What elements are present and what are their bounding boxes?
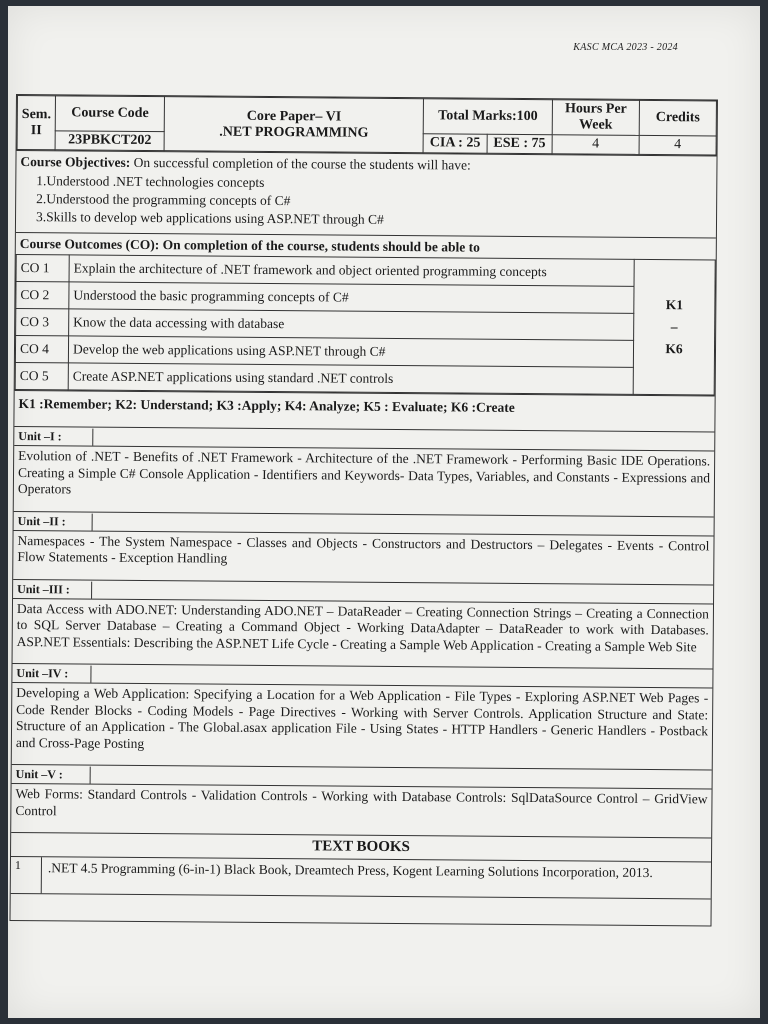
outcomes-table <box>15 254 716 395</box>
textbook-empty-row <box>11 893 711 925</box>
hours-label: Hours Per Week <box>552 100 639 136</box>
unit-text: Data Access with ADO.NET: Understanding ADO.NET – DataReader – Creating Connection Strings – Creating a Connection to SQL Server Database – Creating a Command Object - Working DataAdapter – DataReader to work with Databases. ASP.NET Essentials: Describing the ASP.NET Life Cycle - Creating a Sample Web Application - Creating a Sample Web Site <box>13 597 713 658</box>
co-text: Explain the architecture of .NET framework and object oriented programming concepts <box>69 255 634 286</box>
unit-label: Unit –V : <box>12 766 91 784</box>
ese-value: ESE : 75 <box>487 134 552 154</box>
course-code-label: Course Code <box>55 96 164 132</box>
co-id: CO 2 <box>16 282 69 309</box>
co-text: Create ASP.NET applications using standard .NET controls <box>68 363 633 394</box>
credits-label: Credits <box>639 100 716 136</box>
header-note: KASC MCA 2023 - 2024 <box>573 42 678 53</box>
unit-label: Unit –III : <box>13 580 92 598</box>
unit-label: Unit –II : <box>14 512 93 530</box>
co-text: Know the data accessing with database <box>69 309 634 340</box>
unit-label: Unit –I : <box>14 428 93 446</box>
course-code-value: 23PBKCT202 <box>55 131 164 151</box>
credits-value: 4 <box>639 135 716 155</box>
document-page <box>8 6 760 1018</box>
textbook-row <box>11 856 711 898</box>
co-id: CO 1 <box>16 255 69 282</box>
unit-block <box>11 764 711 827</box>
unit-text: Evolution of .NET - Benefits of .NET Framework - Architecture of the .NET Framework - Performing Basic IDE Operations. Creating a Simple C# Console Application - Identifiers and Keywords- Data Types, Variables, and Constants - Expressions and Operators <box>14 445 714 506</box>
k-bottom: K6 <box>665 341 683 357</box>
objective-item: 3.Skills to develop web applications using ASP.NET through C# <box>35 209 384 227</box>
sem-label: Sem. <box>21 106 52 122</box>
sem-value: II <box>30 122 42 138</box>
total-marks-label: Total Marks:100 <box>423 99 552 135</box>
paper-title: .NET PROGRAMMING <box>219 124 369 141</box>
objectives-heading: Course Objectives: <box>20 154 131 170</box>
unit-text: Developing a Web Application: Specifying a Location for a Web Application - File Types - Exploring ASP.NET Web Pages - Code Render Blocks - Coding Models - Page Directives - Working with Server Controls. Application Structure and State: Structure of an Application - The Global.asax application File - Using States - HTTP Handlers - Generic Handlers - Postback and Cross-Page Posting <box>12 682 713 759</box>
objective-item: 1.Understood .NET technologies concepts <box>36 173 265 190</box>
k-top: K1 <box>665 297 684 313</box>
unit-label: Unit –IV : <box>12 665 91 683</box>
syllabus-sheet <box>10 94 718 926</box>
co-id: CO 3 <box>16 309 69 336</box>
unit-text: Namespaces - The System Namespace - Classes and Objects - Constructors and Destructors – Delegates - Events - Control Flow Statements - Exception Handling <box>13 529 713 573</box>
textbook-text: .NET 4.5 Programming (6-in-1) Black Book, Dreamtech Press, Kogent Learning Solutions Incorporation, 2013. <box>47 860 653 881</box>
textbook-number: 1 <box>11 857 42 893</box>
unit-block <box>14 426 715 506</box>
hours-value: 4 <box>552 135 639 155</box>
objectives-list <box>16 172 716 237</box>
unit-text: Web Forms: Standard Controls - Validation Controls - Working with Database Controls: SqlDataSource Control – GridView Control <box>11 783 711 827</box>
knowledge-levels: K1 :Remember; K2: Understand; K3 :Apply; K4: Analyze; K5 : Evaluate; K6 :Create <box>14 390 714 421</box>
objective-item: 2.Understood the programming concepts of C# <box>36 191 291 209</box>
objectives-intro: On successful completion of the course the students will have: <box>130 154 471 173</box>
k-level-range <box>633 259 715 395</box>
co-text: Understood the basic programming concepts of C# <box>69 282 634 313</box>
unit-block <box>12 663 713 759</box>
cia-value: CIA : 25 <box>423 134 487 153</box>
co-text: Develop the web applications using ASP.NET through C# <box>68 336 633 367</box>
paper-cell <box>164 97 423 153</box>
sem-cell <box>17 96 56 150</box>
outcomes-heading: Course Outcomes (CO): On completion of the course, students should be able to <box>16 232 716 259</box>
co-id: CO 4 <box>15 336 68 363</box>
unit-block <box>13 578 714 658</box>
textbooks-heading: TEXT BOOKS <box>11 832 711 861</box>
paper-label: Core Paper– VI <box>246 108 342 125</box>
co-id: CO 5 <box>15 363 68 390</box>
unit-block <box>13 510 713 573</box>
course-header-table <box>17 95 717 155</box>
k-dash: – <box>670 319 678 335</box>
